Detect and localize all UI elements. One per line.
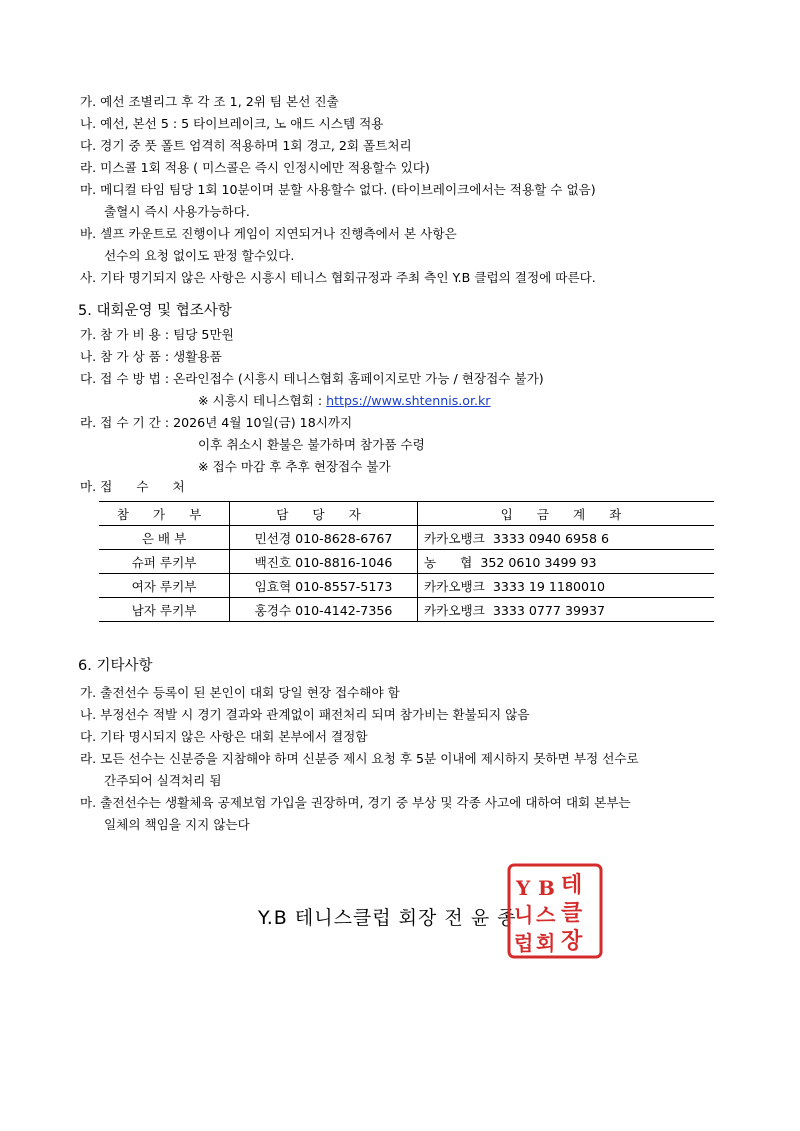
svg-text:Y: Y (516, 876, 531, 900)
table-cell-division: 남자 루키부 (99, 598, 230, 622)
table-cell-division: 은 배 부 (99, 526, 230, 550)
svg-text:테: 테 (561, 872, 583, 898)
svg-text:럽: 럽 (514, 931, 534, 955)
misc-item: 라. 모든 선수는 신분증을 지참해야 하며 신분증 제시 요청 후 5분 이내에 제시하지 못하면 부정 선수로 (80, 751, 639, 766)
entry-period-note: 이후 취소시 환불은 불가하며 참가품 수령 (198, 437, 425, 452)
table-header: 참 가 부 (99, 502, 230, 526)
table-cell-account: 카카오뱅크 3333 0940 6958 6 (418, 526, 715, 550)
entry-method: 다. 접 수 방 법 : 온라인접수 (시흥시 테니스협회 홈페이지로만 가능 / 현장접수 불가) (80, 371, 544, 386)
entry-period-note: ※ 접수 마감 후 추후 현장접수 불가 (198, 459, 391, 474)
svg-text:장: 장 (561, 928, 583, 954)
rule-item: 마. 메디컬 타임 팀당 1회 10분이며 분할 사용할수 없다. (타이브레이크에서는 적용할 수 없음) (80, 182, 596, 197)
table-row (99, 574, 714, 598)
svg-text:클: 클 (561, 900, 583, 926)
table-header-row (99, 502, 714, 526)
svg-text:니: 니 (514, 903, 534, 927)
rule-item-continued: 출혈시 즉시 사용가능하다. (104, 204, 250, 219)
misc-item-continued: 간주되어 실격처리 됨 (104, 773, 222, 788)
rule-item: 가. 예선 조별리그 후 각 조 1, 2위 팀 본선 진출 (80, 94, 339, 109)
entry-prize: 나. 참 가 상 품 : 생활용품 (80, 349, 222, 364)
table-row (99, 598, 714, 622)
misc-item-continued: 일체의 책임을 지지 않는다 (104, 817, 250, 832)
rule-item: 다. 경기 중 풋 폴트 엄격히 적용하며 1회 경고, 2회 폴트처리 (80, 138, 412, 153)
entry-method-note-prefix: ※ 시흥시 테니스협회 : (198, 393, 327, 408)
contact-table (99, 501, 714, 622)
table-row (99, 526, 714, 550)
contact-label: 마. 접 수 처 (80, 479, 185, 494)
table-cell-manager: 민선경 010-8628-6767 (230, 526, 418, 550)
official-seal-stamp (506, 862, 604, 960)
table-header: 입 금 계 좌 (418, 502, 715, 526)
svg-text:회: 회 (536, 931, 556, 955)
table-cell-division: 슈퍼 루키부 (99, 550, 230, 574)
table-row (99, 550, 714, 574)
signature-line: Y.B 테니스클럽 회장 전 윤 종 (258, 907, 517, 929)
table-cell-account: 농 협 352 0610 3499 93 (418, 550, 715, 574)
section-6-title: 6. 기타사항 (78, 658, 153, 674)
rule-item: 사. 기타 명기되지 않은 사항은 시흥시 테니스 협회규정과 주최 측인 Y.B 클럽의 결정에 따른다. (80, 270, 596, 285)
svg-text:스: 스 (536, 903, 556, 927)
table-header: 담 당 자 (230, 502, 418, 526)
svg-text:B: B (538, 876, 555, 900)
entry-period: 라. 접 수 기 간 : 2026년 4월 10일(금) 18시까지 (80, 415, 353, 430)
misc-item: 가. 출전선수 등록이 된 본인이 대회 당일 현장 접수해야 함 (80, 685, 400, 700)
table-cell-manager: 홍경수 010-4142-7356 (230, 598, 418, 622)
section-5-title: 5. 대회운영 및 협조사항 (78, 303, 232, 319)
rule-item-continued: 선수의 요청 없이도 판정 할수있다. (104, 248, 295, 263)
table-cell-account: 카카오뱅크 3333 0777 39937 (418, 598, 715, 622)
misc-item: 나. 부정선수 적발 시 경기 결과와 관계없이 패전처리 되며 참가비는 환불되지 않음 (80, 707, 530, 722)
rule-item: 라. 미스콜 1회 적용 ( 미스콜은 즉시 인정시에만 적용할수 있다) (80, 160, 430, 175)
table-cell-manager: 임효혁 010-8557-5173 (230, 574, 418, 598)
table-cell-account: 카카오뱅크 3333 19 1180010 (418, 574, 715, 598)
entry-fee: 가. 참 가 비 용 : 팀당 5만원 (80, 327, 234, 342)
association-link[interactable]: https://www.shtennis.or.kr (326, 393, 491, 408)
rule-item: 바. 셀프 카운트로 진행이나 게임이 지연되거나 진행측에서 본 사항은 (80, 226, 457, 241)
entry-method-note (198, 391, 491, 411)
table-cell-division: 여자 루키부 (99, 574, 230, 598)
misc-item: 다. 기타 명시되지 않은 사항은 대회 본부에서 결정함 (80, 729, 368, 744)
table-cell-manager: 백진호 010-8816-1046 (230, 550, 418, 574)
misc-item: 마. 출전선수는 생활체육 공제보험 가입을 권장하며, 경기 중 부상 및 각종 사고에 대하여 대회 본부는 (80, 795, 631, 810)
rule-item: 나. 예선, 본선 5 : 5 타이브레이크, 노 애드 시스템 적용 (80, 116, 384, 131)
